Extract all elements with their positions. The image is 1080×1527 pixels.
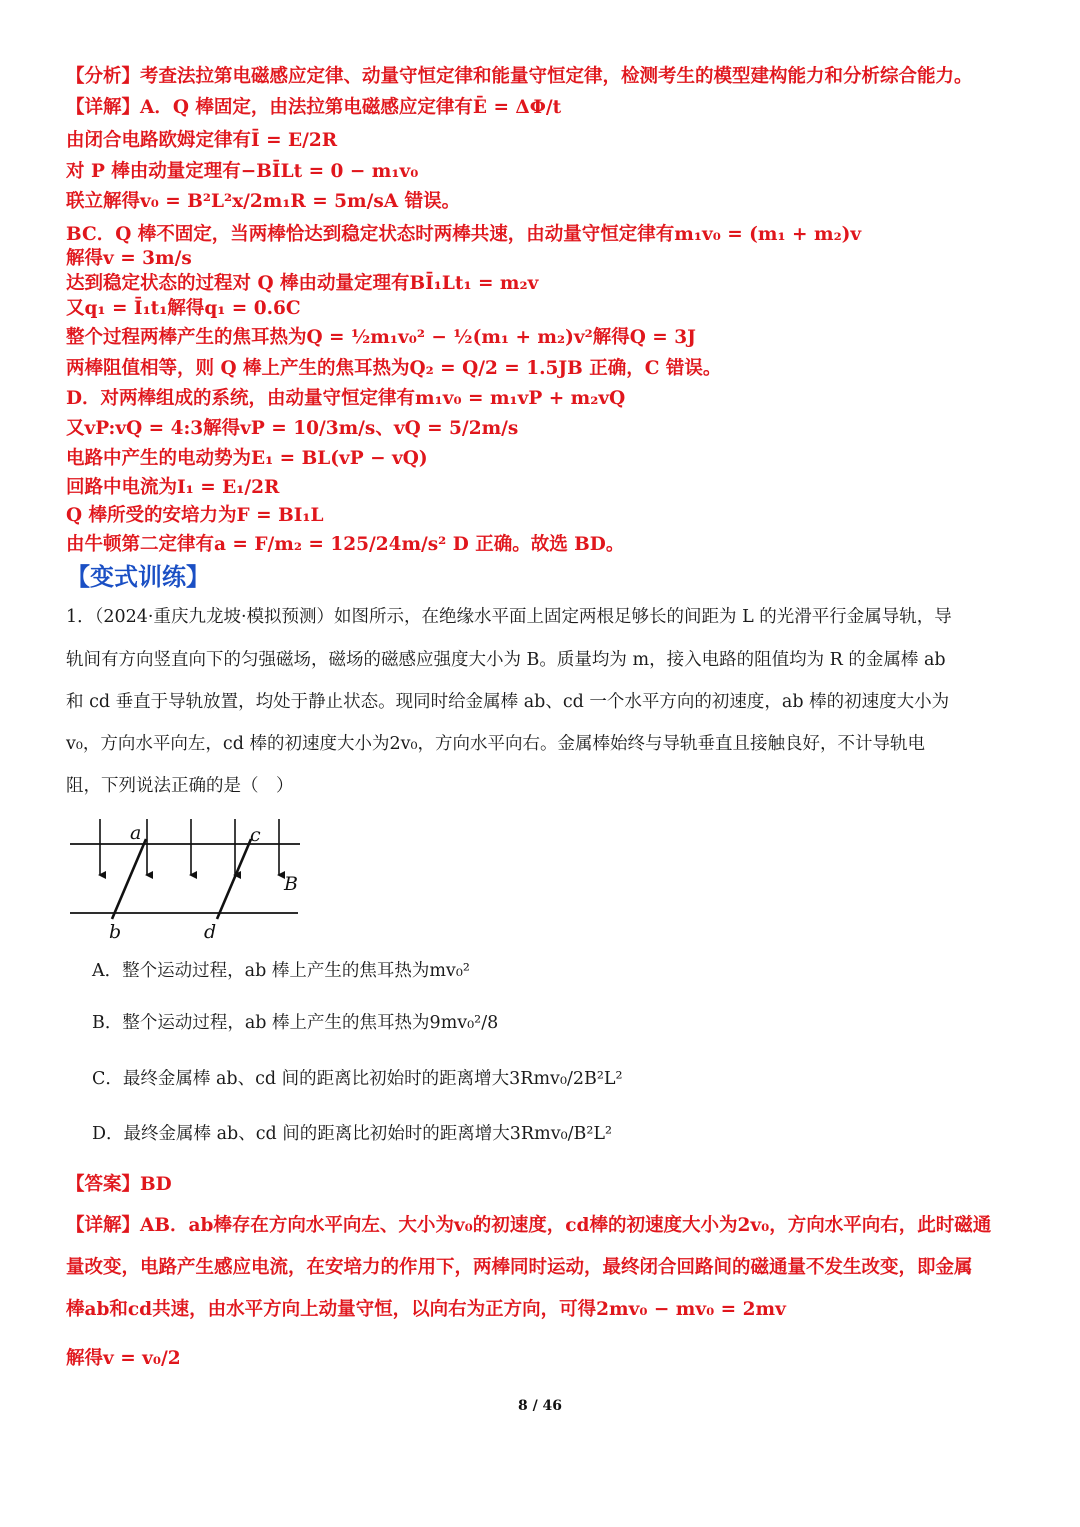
answer: 【答案】BD — [66, 1174, 172, 1195]
detail-line: 【详解】AB．ab棒存在方向水平向左、大小为v₀的初速度，cd棒的初速度大小为2v₀，方向水平向右，此时磁通 — [66, 1215, 992, 1236]
analysis-line: 联立解得v₀ = B²L²x/2m₁R = 5m/sA 错误。 — [66, 191, 461, 212]
analysis-line: 电路中产生的电动势为E₁ = BL(vP − vQ) — [66, 448, 428, 469]
rod-cd — [217, 839, 251, 919]
question-line: 1．（2024·重庆九龙坡·模拟预测）如图所示，在绝缘水平面上固定两根足够长的间距为 L 的光滑平行金属导轨，导 — [66, 607, 952, 627]
question-line: 阻，下列说法正确的是（ ） — [66, 776, 294, 796]
detail-line: 解得v = v₀/2 — [66, 1348, 181, 1369]
question-line: 轨间有方向竖直向下的匀强磁场，磁场的磁感应强度大小为 B。质量均为 m，接入电路的阻值均为 R 的金属棒 ab — [66, 650, 946, 670]
analysis-line: 又vP:vQ = 4:3解得vP = 10/3m/s、vQ = 5/2m/s — [66, 418, 519, 439]
analysis-line: 整个过程两棒产生的焦耳热为Q = ½m₁v₀² − ½(m₁ + m₂)v²解得Q = 3J — [66, 327, 696, 348]
option-b: B．整个运动过程，ab 棒上产生的焦耳热为9mv₀²/8 — [92, 1013, 499, 1033]
option-d: D．最终金属棒 ab、cd 间的距离比初始时的距离增大3Rmv₀/B²L² — [92, 1124, 613, 1144]
label-b: b — [109, 921, 122, 943]
section-title: 【变式训练】 — [66, 562, 210, 591]
rails-figure — [60, 815, 320, 945]
page-number: 8 / 46 — [517, 1398, 563, 1414]
analysis-line: 由牛顿第二定律有a = F/m₂ = 125/24m/s² D 正确。故选 BD。 — [66, 534, 625, 555]
analysis-line: Q 棒所受的安培力为F = BI₁L — [66, 505, 324, 526]
analysis-line: 【详解】A．Q 棒固定，由法拉第电磁感应定律有Ē = ΔΦ/t — [66, 97, 562, 118]
analysis-line: 解得v = 3m/s — [66, 248, 192, 269]
question-line: 和 cd 垂直于导轨放置，均处于静止状态。现同时给金属棒 ab、cd 一个水平方向的初速度，ab 棒的初速度大小为 — [66, 692, 950, 712]
label-B: B — [284, 873, 298, 895]
analysis-line: 【分析】考查法拉第电磁感应定律、动量守恒定律和能量守恒定律，检测考生的模型建构能力和分析综合能力。 — [66, 66, 973, 87]
analysis-line: 由闭合电路欧姆定律有Ī = E/2R — [66, 130, 338, 151]
detail-line: 棒ab和cd共速，由水平方向上动量守恒，以向右为正方向，可得2mv₀ − mv₀ = 2mv — [66, 1299, 786, 1320]
analysis-line: 对 P 棒由动量定理有−BĪLt = 0 − m₁v₀ — [66, 161, 419, 182]
analysis-line: D．对两棒组成的系统，由动量守恒定律有m₁v₀ = m₁vP + m₂vQ — [66, 388, 626, 409]
analysis-line: 又q₁ = Ī₁t₁解得q₁ = 0.6C — [66, 298, 301, 319]
label-a: a — [130, 822, 142, 844]
rod-ab — [112, 839, 146, 919]
option-a: A．整个运动过程，ab 棒上产生的焦耳热为mv₀² — [92, 961, 470, 981]
analysis-line: 两棒阻值相等，则 Q 棒上产生的焦耳热为Q₂ = Q/2 = 1.5JB 正确，C 错误。 — [66, 358, 722, 379]
detail-line: 量改变，电路产生感应电流，在安培力的作用下，两棒同时运动，最终闭合回路间的磁通量不发生改变，即金属 — [66, 1257, 973, 1278]
label-c: c — [250, 824, 261, 846]
analysis-line: 达到稳定状态的过程对 Q 棒由动量定理有BĪ₁Lt₁ = m₂v — [66, 273, 539, 294]
analysis-line: BC．Q 棒不固定，当两棒恰达到稳定状态时两棒共速，由动量守恒定律有m₁v₀ = (m₁ + m₂)v — [66, 224, 862, 245]
option-c: C．最终金属棒 ab、cd 间的距离比初始时的距离增大3Rmv₀/2B²L² — [92, 1069, 623, 1089]
label-d: d — [204, 921, 217, 943]
analysis-line: 回路中电流为I₁ = E₁/2R — [66, 477, 280, 498]
question-line: v₀，方向水平向左，cd 棒的初速度大小为2v₀，方向水平向右。金属棒始终与导轨垂直且接触良好，不计导轨电 — [66, 734, 926, 754]
